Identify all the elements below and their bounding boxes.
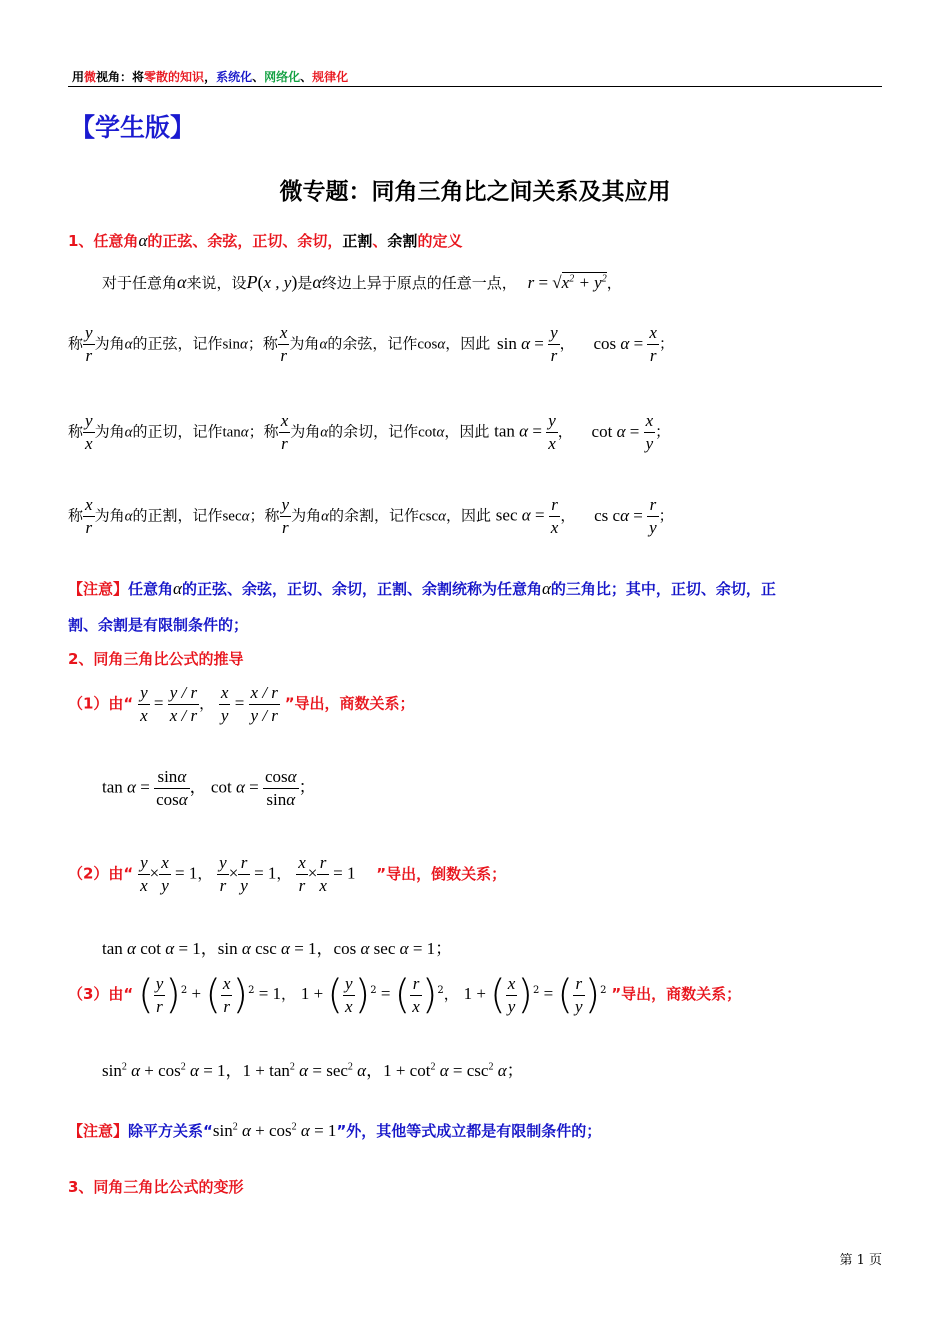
note-1-line-2: 割、余割是有限制条件的；	[68, 616, 249, 634]
quotient-relations: tan α = $\frac{\sin\alpha}{\cos\alpha}$ ， cot α = $\frac{\cos\alpha}{\sin\alpha}$ ；	[102, 767, 316, 809]
definition-row-sin-cos: 称 $\frac{y}{r}$ 为角α的正弦，记作sinα；称 $\frac{x}{r}$ 为角α的余弦，记作cosα，因此 sin α = $\frac{y}{r}$ ， cos α = $\frac{x}{r}$ ；	[68, 323, 674, 365]
section-1-heading: 1、任意角α的正弦、余弦，正切、余切，正割、余割的定义	[68, 231, 463, 250]
student-version-tag: 【学生版】	[70, 113, 196, 142]
note-1-line-1: 【注意】任意角α的正弦、余弦，正切、余切，正割、余割统称为任意角α的三角比；其中，正切、余切，正	[68, 579, 776, 598]
page-header: 用微视角：将零散的知识，系统化、网络化、规律化	[72, 70, 349, 84]
derivation-2: （2）由“ $\frac{y}{x}$ × $\frac{x}{y}$ = 1， $\frac{y}{r}$ × $\frac{r}{y}$ = 1， $\frac{x}{r}$ × $\frac{r}{x}$ = 1 ”导出，倒数关系；	[68, 853, 507, 895]
definition-intro: 对于任意角α来说，设P(x , y)是α终边上异于原点的任意一点， $r = √x^2 + y^2$，	[102, 272, 622, 292]
section-2-heading: 2、同角三角比公式的推导	[68, 650, 244, 668]
page-number: 第 1 页	[839, 1253, 882, 1268]
reciprocal-relations: tan α cot α = 1，sin α csc α = 1，cos α sec α = 1；	[102, 939, 453, 958]
definition-row-tan-cot: 称 $\frac{y}{x}$ 为角α的正切，记作tanα；称 $\frac{x}{r}$ 为角α的余切，记作cotα，因此 tan α = $\frac{y}{x}$ ， cot α = $\frac{x}{y}$ ；	[68, 411, 671, 453]
header-rule	[68, 86, 882, 87]
derivation-3: （3）由“ ( $\frac{y}{r}$ )$^2$ + ( $\frac{x}{r}$ )$^2$ = 1， 1 + ( $\frac{y}{x}$ )$^2$ = ( $\frac{r}{x}$ )$^2$， 1 + ( $\frac{x}{y}$ )$^2$ = ( $\frac{r}{y}$ )$^2$ ”导出，商数关系；	[68, 972, 742, 1018]
section-3-heading: 3、同角三角比公式的变形	[68, 1178, 244, 1196]
definition-row-sec-csc: 称 $\frac{x}{r}$ 为角α的正割，记作secα；称 $\frac{y}{r}$ 为角α的余割，记作cscα，因此 sec α = $\frac{r}{x}$ ， cs cα = $\frac{r}{y}$ ；	[68, 495, 674, 537]
derivation-1: （1）由“ $\frac{y}{x}$ = $\frac{y / r}{x / r}$ ， $\frac{x}{y}$ = $\frac{x / r}{y / r}$ ”导出，商数关系；	[68, 683, 415, 725]
page-title: 微专题：同角三角比之间关系及其应用	[279, 179, 671, 205]
note-2: 【注意】除平方关系“$\sin^2$ $\alpha + \cos^2 \alpha = 1$”外，其他等式成立都是有限制条件的；	[68, 1121, 602, 1140]
square-relations: $\sin^2 \alpha + \cos^2 \alpha = 1$，$1 + \tan^2 \alpha = \sec^2 \alpha$，$1 + \cot^2 \alpha = \csc^2 \alpha$；	[102, 1061, 524, 1080]
